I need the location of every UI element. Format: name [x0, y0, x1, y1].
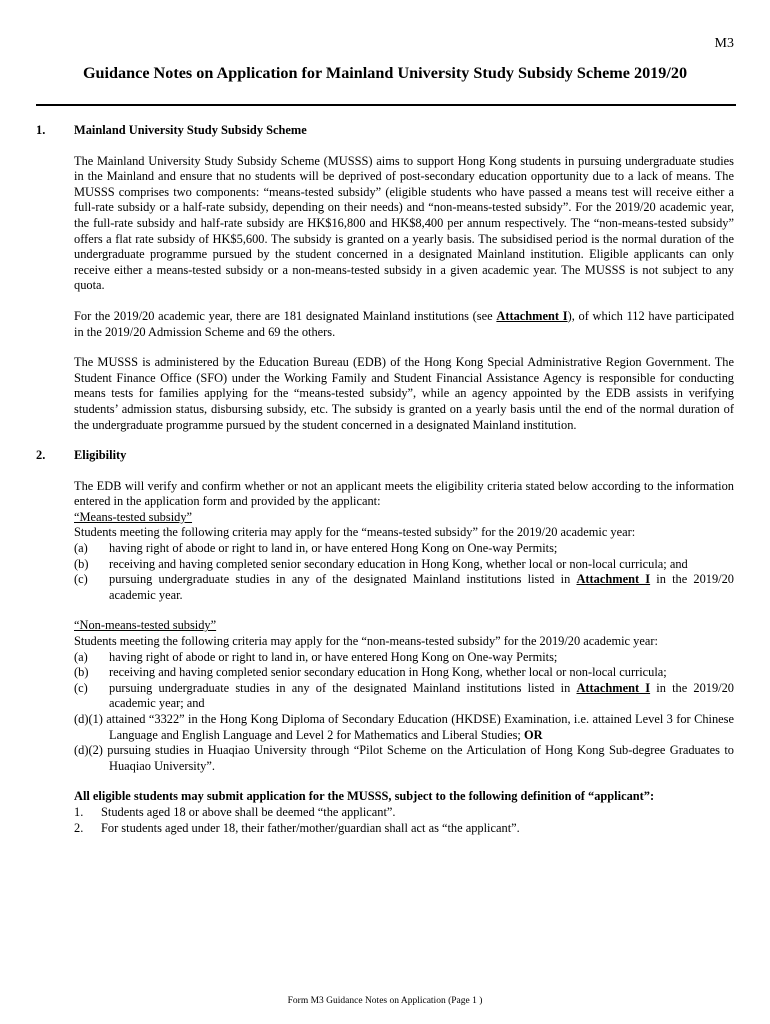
section-1-body: [74, 154, 734, 434]
text-span: in the 2019/20 academic year.: [109, 572, 735, 602]
item-text: receiving and having completed senior secondary education in Hong Kong, whether local or non-local curricula;: [109, 665, 667, 680]
non-means-tested-heading: “Non-means-tested subsidy”: [74, 618, 217, 633]
item-text: receiving and having completed senior secondary education in Hong Kong, whether local or non-local curricula; and: [109, 556, 688, 571]
item-text: Students aged 18 or above shall be deemed “the applicant”.: [101, 804, 396, 819]
section-title: Mainland University Study Subsidy Scheme: [74, 123, 307, 137]
item-label: 2.: [74, 820, 84, 835]
text-span: ), of which 112 have participated in the 2019/20 Admission Scheme and 69 the others.: [74, 308, 735, 339]
text-span: in the 2019/20 academic year; and: [109, 680, 735, 711]
non-means-tested-lead: Students meeting the following criteria may apply for the “non-means-tested subsidy” for the 2019/20 academic year:: [74, 634, 658, 649]
paragraph-designated-institutions: [74, 309, 734, 340]
form-code: M3: [714, 36, 734, 51]
item-label: 1.: [74, 804, 84, 819]
or-keyword: OR: [523, 727, 543, 742]
item-label: (a): [74, 541, 88, 556]
criterion-item: [74, 650, 734, 666]
attachment-link: Attachment I: [496, 308, 568, 323]
section-title: Eligibility: [74, 448, 127, 463]
item-text: [109, 572, 734, 603]
applicant-item: [74, 805, 734, 821]
title-divider: [36, 104, 736, 106]
text-span: (d)(1) attained “3322” in the Hong Kong Diploma of Secondary Education (HKDSE) Examination, i.e. attained Level 3 for Chinese Language and English Language and Level 2 for Mathematics and Liberal Studies;: [74, 712, 734, 742]
criterion-item: [74, 557, 734, 573]
criterion-item: [74, 541, 734, 557]
item-label: (c): [74, 572, 88, 587]
paragraph-administration: The MUSSS is administered by the Education Bureau (EDB) of the Hong Kong Special Administrative Region Government. The Student Finance Office (SFO) under the Working Family and Student Financial Assistance Agency is responsible for conducting means tests for families applying for the “means-tested subsidy”, while an agency appointed by the EDB assists in verifying students’ admission status, disbursing subsidy, etc. The subsidy is granted on a yearly basis until the end of the normal duration of the undergraduate programme pursued by the student concerned in a designated Mainland institution.: [74, 355, 734, 432]
means-tested-heading: “Means-tested subsidy”: [74, 509, 193, 524]
attachment-link: Attachment I: [576, 572, 651, 587]
section-1-heading: [36, 123, 734, 139]
attachment-link: Attachment I: [576, 680, 651, 695]
section-2-body: [74, 479, 734, 836]
text-span: pursuing undergraduate studies in any of the designated Mainland institutions listed in: [109, 572, 577, 587]
means-tested-lead: Students meeting the following criteria may apply for the “means-tested subsidy” for the 2019/20 academic year:: [74, 525, 636, 540]
criterion-item-d2: (d)(2) pursuing studies in Huaqiao University through “Pilot Scheme on the Articulation of Hong Kong Sub-degree Graduates to Huaqiao University”.: [74, 743, 734, 773]
paragraph-musss-overview: The Mainland University Study Subsidy Scheme (MUSSS) aims to support Hong Kong students in pursuing undergraduate studies in the Mainland and ensure that no students will be deprived of post-secondary education opportunity due to a lack of means. The MUSSS comprises two components: “means-tested subsidy” (eligible students who have passed a means test will receive either a full-rate subsidy or a half-rate subsidy, depending on their needs) and “non-means-tested subsidy”. For the 2019/20 academic year, the full-rate subsidy and half-rate subsidy are HK$16,800 and HK$8,400 per annum respectively. The “non-means-tested subsidy” offers a flat rate subsidy of HK$5,600. The subsidy is granted on a yearly basis. The subsidised period is the normal duration of the undergraduate programme pursued by the student concerned in a designated Mainland institution. Eligible applicants can only receive either a means-tested subsidy or a non-means-tested subsidy in a given academic year. The MUSSS is not subject to any quota.: [74, 153, 734, 293]
means-tested-block: [74, 510, 734, 604]
item-label: (b): [74, 556, 89, 571]
applicant-item: [74, 821, 734, 837]
item-text: [109, 681, 734, 712]
criterion-item: [74, 572, 734, 603]
item-label: (c): [74, 680, 88, 695]
applicant-heading: All eligible students may submit application for the MUSSS, subject to the following definition of “applicant”:: [74, 789, 655, 804]
item-label: (b): [74, 665, 89, 680]
text-span: pursuing undergraduate studies in any of the designated Mainland institutions listed in: [109, 680, 577, 695]
criterion-item-d1: [74, 712, 734, 743]
criterion-item: [74, 681, 734, 712]
section-2-heading: [36, 448, 734, 464]
section-number: 2.: [36, 448, 46, 463]
document-body: [36, 123, 734, 836]
item-text: having right of abode or right to land in, or have entered Hong Kong on One-way Permits;: [109, 649, 558, 664]
page-footer: Form M3 Guidance Notes on Application (Page 1 ): [287, 996, 483, 1006]
item-text: having right of abode or right to land in, or have entered Hong Kong on One-way Permits;: [109, 541, 558, 556]
text-span: For the 2019/20 academic year, there are 181 designated Mainland institutions (see: [74, 308, 497, 323]
item-label: (a): [74, 649, 88, 664]
criterion-item: [74, 665, 734, 681]
applicant-definition-block: [74, 789, 734, 836]
item-text: For students aged under 18, their father/mother/guardian shall act as “the applicant”.: [101, 820, 520, 835]
page-title: Guidance Notes on Application for Mainland University Study Subsidy Scheme 2019/20: [82, 64, 688, 82]
eligibility-intro: The EDB will verify and confirm whether or not an applicant meets the eligibility criteria stated below according to the information entered in the application form and provided by the applicant:: [74, 478, 734, 509]
section-number: 1.: [36, 123, 46, 137]
non-means-tested-block: [74, 618, 734, 774]
